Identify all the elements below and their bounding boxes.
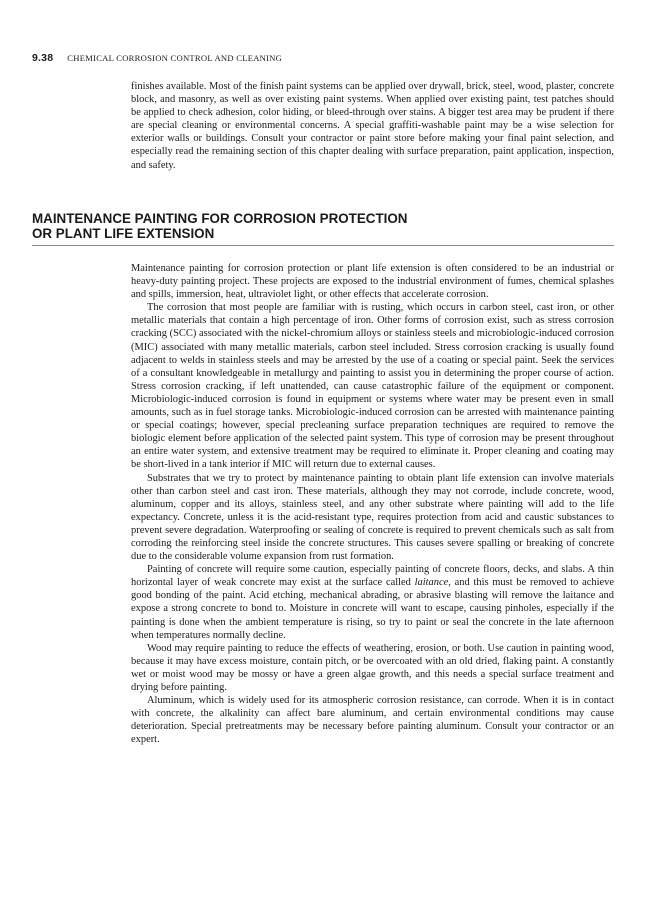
section-heading-line-2: OR PLANT LIFE EXTENSION: [32, 226, 215, 242]
running-head: [32, 48, 632, 62]
paragraph-1: Maintenance painting for corrosion protection or plant life extension is often considered to be an industrial or heavy-duty painting project. These projects are exposed to the industrial environment of fumes, chemical splashes and spills, immersion, heat, ultraviolet light, or other effects that accelerate corrosion.: [131, 263, 614, 301]
paragraph-4-text-b: and this must be removed to achieve good bonding of the paint. Acid etching, mechanical abrading, or abrasive blasting will remove the laitance and expose a strong concrete to bond to. Moisture in concrete will want to escape, causing pinholes, especially if the painting is done when the ambient temperature is rising, so try to paint or seal the concrete in the late afternoon when temperatures normally decline.: [131, 577, 614, 641]
section-heading-line-1: MAINTENANCE PAINTING FOR CORROSION PROTECTION: [32, 211, 408, 226]
intro-paragraph: finishes available. Most of the finish paint systems can be applied over drywall, brick, steel, wood, plaster, concrete block, and masonry, as well as over existing paint systems. When applied over existing paint, test patches should be applied to check adhesion, color hiding, or bleed-through over stains. A bigger test area may be prudent if there are special cleaning or environmental concerns. A special graffiti-washable paint may be a wise selection for exterior walls or buildings. Consult your contractor or paint store before making your final paint selection, and especially read the remaining section of this chapter dealing with surface preparation, paint application, inspection, and safety.: [131, 81, 614, 171]
paragraph-5: Wood may require painting to reduce the effects of weathering, erosion, or both. Use caution in painting wood, because it may have excess moisture, contain pitch, or be overcoated with an old dried, flaking paint. A constantly wet or moist wood may be mossy or have a green algae growth, and this needs a special surface treatment and drying before painting.: [131, 642, 614, 693]
section-body: [131, 262, 614, 746]
intro-text: [131, 80, 614, 172]
section-heading: [32, 211, 614, 246]
page-number: 9.38: [32, 52, 54, 64]
paragraph-2: The corrosion that most people are familiar with is rusting, which occurs in carbon steel, cast iron, or other metallic materials that contain a high percentage of iron. Other forms of corrosion exist, such as stress corrosion cracking (SCC) associated with the nickel-chromium alloys or stainless steels and microbiologic-induced corrosion (MIC) associated with many metallic materials, carbon steel included. Stress corrosion cracking is usually found adjacent to welds in stainless steels and may be arrested by the use of a coating or special paint. Seek the services of a consultant knowledgeable in metallurgy and painting to assist you in determining the proper course of action. Stress corrosion cracking, if left unattended, can cause catastrophic failure of the equipment or component. Microbiologic-induced corrosion is found in equipment or systems where water may be present even in small amounts, such as in fuel storage tanks. Microbiologic-induced corrosion can be arrested with maintenance painting or special coatings; however, special precleaning surface preparation techniques are required to remove the biologic element before application of the selected paint system. This type of corrosion may be present throughout an entire water system, and extensive treatment may be required to eliminate it. Proper cleaning and coating may be short-lived in a tank interior if MIC will return due to external causes.: [131, 302, 614, 471]
paragraph-4-text-a: Painting of concrete will require some caution, especially painting of concrete floors, decks, and slabs. A thin horizontal layer of weak concrete may exist at the surface called: [131, 564, 614, 589]
paragraph-3: Substrates that we try to protect by maintenance painting to obtain plant life extension can involve materials other than carbon steel and cast iron. These materials, although they may not corrode, include concrete, wood, aluminum, copper and its alloys, stainless steel, and any other substrate where painting will add to the life expectancy. Concrete, unless it is the acid-resistant type, requires protection from acid and caustic substances to prevent severe degradation. Waterproofing or sealing of concrete is required to prevent chemicals such as salt from corroding the reinforcing steel inside the concrete structures. This causes severe spalling or breaking of concrete due to the considerable volume expansion from rust formation.: [131, 472, 614, 563]
laitance-term: laitance,: [414, 577, 451, 589]
running-title: CHEMICAL CORROSION CONTROL AND CLEANING: [67, 53, 283, 63]
paragraph-4: [131, 563, 614, 642]
paragraph-6: Aluminum, which is widely used for its atmospheric corrosion resistance, can corrode. When it is in contact with concrete, the alkalinity can affect bare aluminum, and certain environmental conditions may cause deterioration. Special pretreatments may be necessary before painting aluminum. Consult your contractor or an expert.: [131, 695, 614, 746]
